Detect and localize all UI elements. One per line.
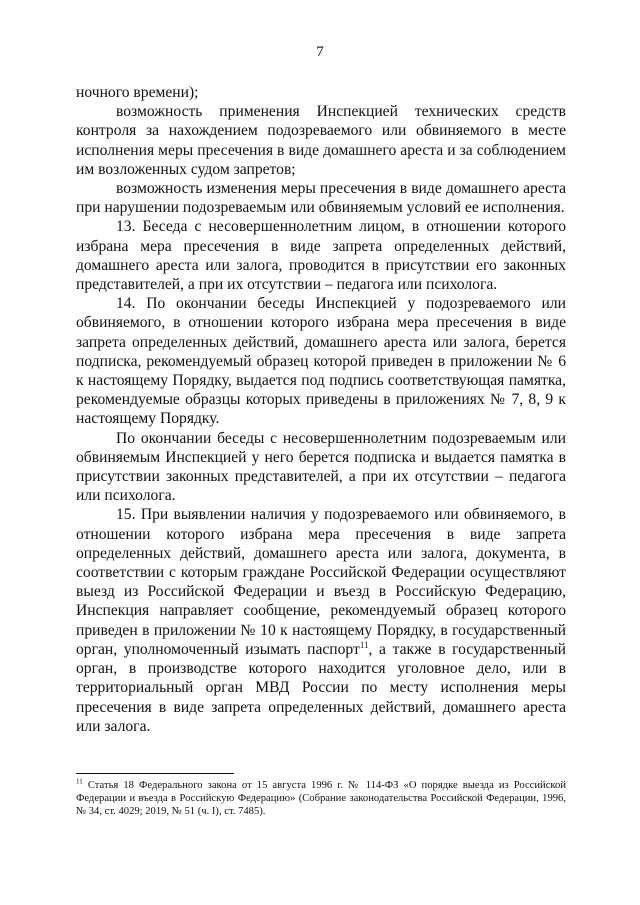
paragraph: ночного времени); xyxy=(76,84,199,101)
footnote-text: Статья 18 Федерального закона от 15 августа 1996 г. № 114-ФЗ «О порядке выезда из Российской Федерации и въезда в Российскую Федерацию» (Собрание законодательства Российской Федерации, 1996, № 34, ст. 4029; 2019, № 51 (ч. I), ст. 7485). xyxy=(76,780,566,817)
footnote-divider xyxy=(76,773,234,774)
paragraph: По окончании беседы с несовершеннолетним подозреваемым или обвиняемым Инспекцией у него берется подписка и выдается памятка в присутствии законных представителей, а при их отсутствии – педагога или психолога. xyxy=(76,429,566,505)
paragraph-with-footnote xyxy=(76,505,566,735)
page-number: 7 xyxy=(316,44,324,60)
paragraph-text: 15. При выявлении наличия у подозреваемого или обвиняемого, в отношении которого избрана мера пресечения в виде запрета определенных действий, домашнего ареста или залога, документа, в соответствии с которым граждане Российской Федерации осуществляют выезд из Российской Федерации и въезд в Российскую Федерацию, Инспекция направляет сообщение, рекомендуемый образец которого приведен в приложении № 10 к настоящему Порядку, в государственный орган, уполномоченный изымать паспорт xyxy=(76,506,566,658)
footnote-marker: 11 xyxy=(76,777,83,786)
paragraph: возможность применения Инспекцией технических средств контроля за нахождением подозреваемого или обвиняемого в месте исполнения меры пресечения в виде домашнего ареста и за соблюдением им возложенных судом запретов; xyxy=(76,103,566,178)
footnote-reference: 11 xyxy=(359,639,369,650)
paragraph: 14. По окончании беседы Инспекцией у подозреваемого или обвиняемого, в отношении которого избрана мера пресечения в виде запрета определенных действий, домашнего ареста или залога, берется подписка, рекомендуемый образец которой приведен в приложении № 6 к настоящему Порядку, выдается под подпись соответствующая памятка, рекомендуемые образцы которых приведены в приложениях № 7, 8, 9 к настоящему Порядку. xyxy=(76,295,566,428)
paragraph-text-continued: , а также в государственный орган, в производстве которого находится уголовное дело, или в территориальный орган МВД России по месту исполнения меры пресечения в виде запрета определенных действий, домашнего ареста или залога. xyxy=(76,640,566,735)
paragraph: 13. Беседа с несовершеннолетним лицом, в отношении которого избрана мера пресечения в виде запрета определенных действий, домашнего ареста или залога, проводится в присутствии его законных представителей, а при их отсутствии – педагога или психолога. xyxy=(76,218,566,294)
footnote xyxy=(76,779,566,818)
body-text xyxy=(76,83,566,736)
paragraph: возможность изменения меры пресечения в виде домашнего ареста при нарушении подозреваемым или обвиняемым условий ее исполнения. xyxy=(76,180,566,217)
